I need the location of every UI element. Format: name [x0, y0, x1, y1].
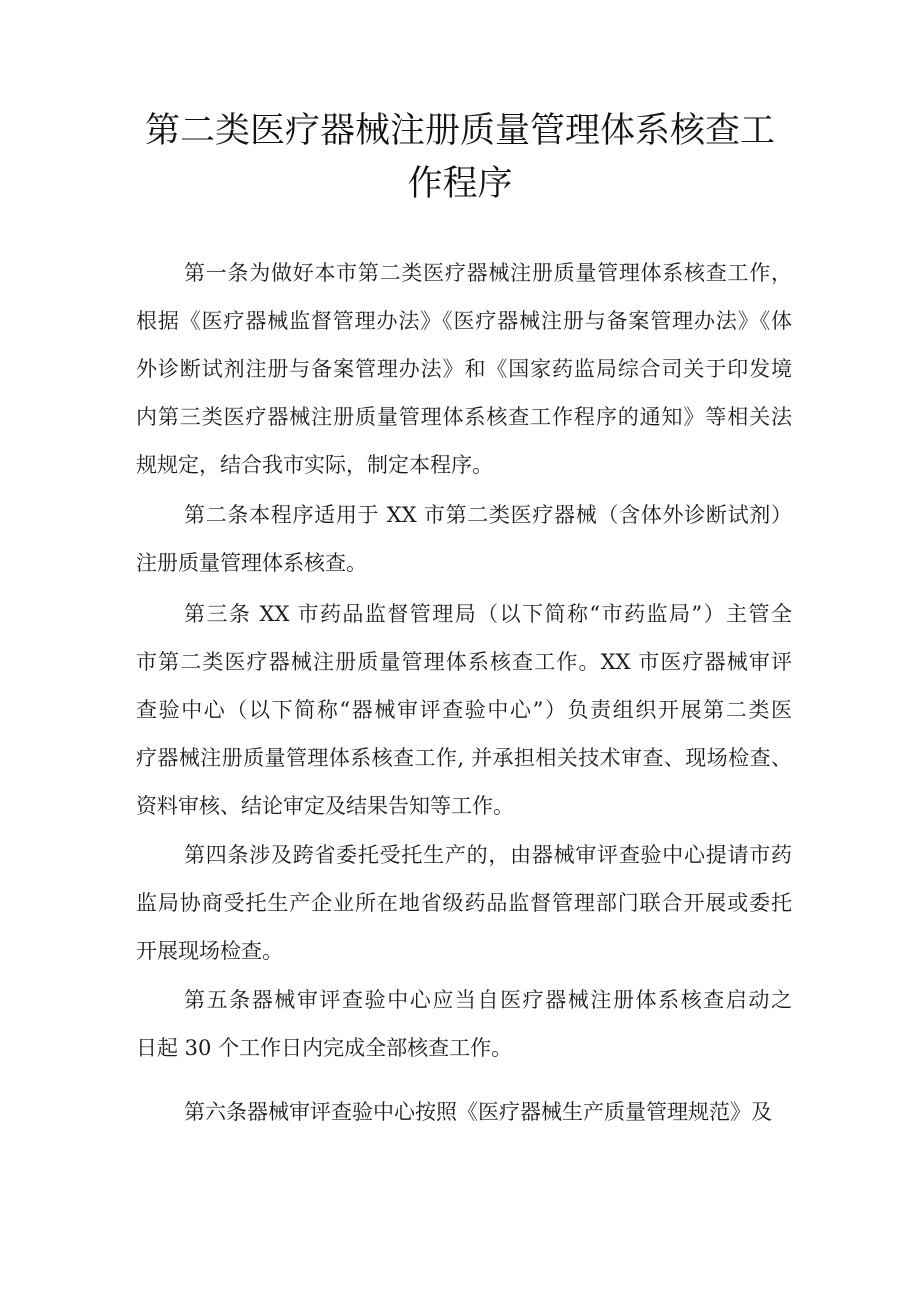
article-3-line: 疗器械注册质量管理体系核查工作, 并承担相关技术审查、现场检查、	[136, 746, 792, 770]
article-2-line: 注册质量管理体系核查。	[136, 551, 367, 575]
article-1-line: 根据《医疗器械监督管理办法》《医疗器械注册与备案管理办法》《体	[136, 309, 792, 333]
article-1-line: 外诊断试剂注册与备案管理办法》和《国家药监局综合司关于印发境	[136, 357, 792, 381]
article-3-line: 查验中心（以下简称“器械审评查验中心”）负责组织开展第二类医	[136, 698, 792, 722]
article-4-line: 开展现场检查。	[136, 939, 283, 963]
article-5-line: 日起 30 个工作日内完成全部核查工作。	[136, 1036, 513, 1060]
article-1-line: 内第三类医疗器械注册质量管理体系核查工作程序的通知》等相关法	[136, 405, 792, 429]
article-3-line: 第三条 XX 市药品监督管理局（以下简称“市药监局”）主管全	[184, 602, 792, 626]
document-title-line-2: 作程序	[407, 164, 513, 204]
article-5-line: 第五条器械审评查验中心应当自医疗器械注册体系核查启动之	[184, 988, 792, 1012]
article-2-line: 第二条本程序适用于 XX 市第二类医疗器械（含体外诊断试剂）	[184, 503, 792, 527]
article-3-line: 资料审核、结论审定及结果告知等工作。	[136, 794, 514, 818]
article-4-line: 第四条涉及跨省委托受托生产的，由器械审评查验中心提请市药	[184, 843, 792, 867]
article-6-line: 第六条器械审评查验中心按照《医疗器械生产质量管理规范》及	[184, 1100, 772, 1124]
article-3-line: 市第二类医疗器械注册质量管理体系核查工作。XX 市医疗器械审评	[136, 650, 792, 674]
article-1-line: 第一条为做好本市第二类医疗器械注册质量管理体系核查工作，	[184, 261, 792, 285]
article-1-line: 规规定，结合我市实际，制定本程序。	[136, 453, 493, 477]
document-title-line-1: 第二类医疗器械注册质量管理体系核查工	[144, 111, 775, 151]
article-4-line: 监局协商受托生产企业所在地省级药品监督管理部门联合开展或委托	[136, 891, 792, 915]
